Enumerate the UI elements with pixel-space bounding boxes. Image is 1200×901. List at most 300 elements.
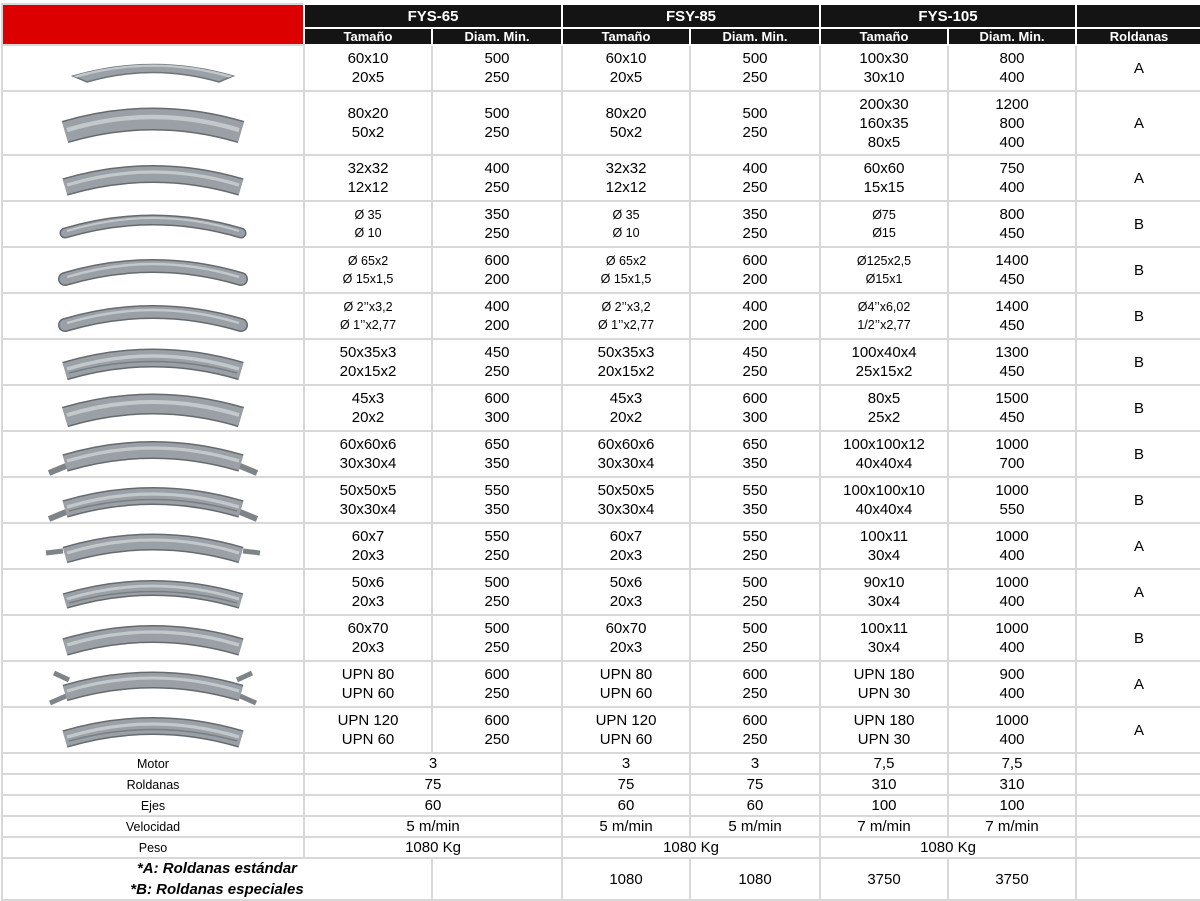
cell-line: 60x70 — [605, 620, 647, 637]
cell-lines — [433, 104, 561, 142]
fsy85-diam-cell — [690, 45, 820, 91]
cell-line: 60x60x6 — [339, 436, 397, 453]
cell-line: 1400 — [995, 298, 1029, 315]
cell-line: 80x20 — [605, 105, 647, 122]
cell-lines — [821, 252, 947, 288]
profile-image-cell — [2, 247, 304, 293]
cell-lines — [563, 159, 689, 197]
fsy85-tamano-cell — [562, 293, 690, 339]
col-header-diam-fys105: Diam. Min. — [948, 28, 1076, 45]
spec-row-velocidad — [2, 816, 1200, 837]
fys105-diam-cell — [948, 293, 1076, 339]
cell-line: Ø125x2,5 — [856, 254, 912, 268]
table-row — [2, 707, 1200, 753]
fys65-tamano-cell — [304, 385, 432, 431]
cell-lines — [691, 619, 819, 657]
cell-line: Ø 10 — [612, 226, 640, 240]
cell-line: 40x40x4 — [855, 455, 913, 472]
cell-line: 15x15 — [863, 179, 905, 196]
cell-lines — [305, 711, 431, 749]
cell-line: 400 — [742, 298, 768, 315]
cell-line: 250 — [484, 547, 510, 564]
cell-line: UPN 80 — [599, 666, 653, 683]
profile-image-cell — [2, 431, 304, 477]
fys65-tamano-cell — [304, 293, 432, 339]
spec-value-cell: 3 — [304, 753, 562, 774]
cell-line: UPN 30 — [857, 685, 911, 702]
table-row — [2, 201, 1200, 247]
cell-line: 20x2 — [609, 409, 643, 426]
cell-line: 20x3 — [609, 547, 643, 564]
cell-line: 12x12 — [347, 179, 389, 196]
cell-line: 200 — [484, 317, 510, 334]
cell-line: 90x10 — [863, 574, 905, 591]
spec-value-cell: 7,5 — [948, 753, 1076, 774]
fys65-diam-cell — [432, 201, 562, 247]
cell-line: Ø 15x1,5 — [600, 272, 652, 286]
cell-lines — [433, 389, 561, 427]
cell-line: 1000 — [995, 620, 1029, 637]
profile-image-cell — [2, 385, 304, 431]
cell-line: 60x60 — [863, 160, 905, 177]
cell-lines — [691, 205, 819, 243]
cell-line: 1000 — [995, 712, 1029, 729]
cell-lines — [821, 711, 947, 749]
table-row — [2, 155, 1200, 201]
profile-image-cell — [2, 91, 304, 155]
cell-line: 550 — [742, 482, 768, 499]
col-header-tamano-fsy85: Tamaño — [562, 28, 690, 45]
cell-line: 900 — [999, 666, 1025, 683]
cell-lines — [305, 159, 431, 197]
spec-value-cell: 7,5 — [820, 753, 948, 774]
cell-line: 500 — [484, 105, 510, 122]
fys105-tamano-cell — [820, 385, 948, 431]
cell-lines — [563, 389, 689, 427]
fys105-tamano-cell — [820, 661, 948, 707]
cell-line: 100x40x4 — [851, 344, 917, 361]
footer-row — [2, 858, 1200, 900]
cell-lines — [563, 104, 689, 142]
fsy85-diam-cell — [690, 569, 820, 615]
cell-line: 400 — [999, 731, 1025, 748]
fsy85-tamano-cell — [562, 201, 690, 247]
cell-line: 400 — [999, 639, 1025, 656]
spec-row-peso — [2, 837, 1200, 858]
flat-bar-edgewise-arc-icon — [3, 101, 303, 145]
cell-lines — [305, 527, 431, 565]
cell-line: 400 — [999, 179, 1025, 196]
roldanas-type-cell: B — [1076, 431, 1200, 477]
cell-line: Ø15 — [872, 226, 896, 240]
cell-lines — [433, 297, 561, 335]
cell-lines — [691, 104, 819, 142]
cell-line: 250 — [742, 179, 768, 196]
fsy85-diam-cell — [690, 339, 820, 385]
fys65-diam-cell — [432, 91, 562, 155]
fys65-tamano-cell — [304, 91, 432, 155]
spec-label: Velocidad — [2, 816, 304, 837]
cell-line: 450 — [999, 225, 1025, 242]
fsy85-tamano-cell — [562, 155, 690, 201]
fys65-tamano-cell — [304, 523, 432, 569]
spec-value-cell: 100 — [948, 795, 1076, 816]
cell-line: 600 — [484, 390, 510, 407]
tee-profile-arc-icon — [3, 524, 303, 568]
fys105-tamano-cell — [820, 155, 948, 201]
table-row — [2, 293, 1200, 339]
cell-line: UPN 30 — [857, 731, 911, 748]
cell-lines — [949, 49, 1075, 87]
col-header-tamano-fys105: Tamaño — [820, 28, 948, 45]
cell-lines — [433, 159, 561, 197]
spec-value-cell: 75 — [304, 774, 562, 795]
fsy85-diam-cell — [690, 615, 820, 661]
fsy85-diam-cell — [690, 155, 820, 201]
cell-line: 50x6 — [351, 574, 385, 591]
table-row — [2, 45, 1200, 91]
cell-line: 250 — [742, 593, 768, 610]
cell-lines — [821, 481, 947, 519]
fys105-tamano-cell — [820, 247, 948, 293]
cell-lines — [949, 481, 1075, 519]
cell-lines — [433, 205, 561, 243]
table-row — [2, 431, 1200, 477]
cell-line: 200x30 — [859, 95, 909, 113]
footer-value-cell: 1080 — [562, 858, 690, 900]
cell-line: 500 — [742, 574, 768, 591]
cell-line: 200 — [742, 271, 768, 288]
spec-value-cell: 7 m/min — [820, 816, 948, 837]
spec-row-roldanas — [2, 774, 1200, 795]
cell-line: 500 — [484, 574, 510, 591]
cell-line: 250 — [484, 124, 510, 141]
col-header-diam-fys65: Diam. Min. — [432, 28, 562, 45]
cell-lines — [563, 252, 689, 288]
cell-lines — [821, 95, 947, 152]
fsy85-tamano-cell — [562, 247, 690, 293]
flat-strip-arc-icon — [3, 386, 303, 430]
peso-value-cell: 1080 Kg — [820, 837, 1076, 858]
cell-line: 100x30 — [859, 50, 909, 67]
cell-line: 32x32 — [605, 160, 647, 177]
fys105-diam-cell — [948, 707, 1076, 753]
profile-image-cell — [2, 339, 304, 385]
fys105-tamano-cell — [820, 477, 948, 523]
footer-value-cell: 1080 — [690, 858, 820, 900]
cell-line: Ø 35 — [612, 208, 640, 222]
cell-lines — [305, 665, 431, 703]
cell-lines — [433, 481, 561, 519]
cell-line: UPN 60 — [599, 731, 653, 748]
round-tube-arc-icon — [3, 248, 303, 292]
fys65-diam-cell — [432, 523, 562, 569]
cell-line: 350 — [742, 455, 768, 472]
cell-line: 60x60x6 — [597, 436, 655, 453]
cell-lines — [949, 711, 1075, 749]
cell-line: 450 — [999, 409, 1025, 426]
machine-header-fys105: FYS-105 — [820, 4, 1076, 28]
cell-line: 20x5 — [351, 69, 385, 86]
cell-lines — [305, 435, 431, 473]
fys65-diam-cell — [432, 339, 562, 385]
cell-line: 20x3 — [609, 639, 643, 656]
spec-value-cell: 3 — [690, 753, 820, 774]
cell-lines — [433, 435, 561, 473]
profile-image-cell — [2, 155, 304, 201]
roldanas-type-cell: B — [1076, 477, 1200, 523]
cell-line: 1/2’’x2,77 — [857, 318, 911, 332]
fsy85-tamano-cell — [562, 661, 690, 707]
fys65-tamano-cell — [304, 569, 432, 615]
flat-bar-wide-arc-icon — [3, 616, 303, 660]
spec-value-cell: 60 — [562, 795, 690, 816]
fsy85-tamano-cell — [562, 615, 690, 661]
fys105-tamano-cell — [820, 201, 948, 247]
cell-line: 1000 — [995, 528, 1029, 545]
fys105-tamano-cell — [820, 91, 948, 155]
cell-lines — [949, 205, 1075, 243]
roldanas-type-cell: A — [1076, 523, 1200, 569]
spec-value-cell: 5 m/min — [690, 816, 820, 837]
cell-lines — [821, 665, 947, 703]
cell-line: 250 — [484, 731, 510, 748]
fsy85-tamano-cell — [562, 385, 690, 431]
cell-line: 250 — [742, 731, 768, 748]
cell-line: 45x3 — [351, 390, 385, 407]
cell-lines — [821, 159, 947, 197]
cell-line: 400 — [484, 160, 510, 177]
cell-line: 250 — [742, 547, 768, 564]
cell-line: 32x32 — [347, 160, 389, 177]
roldanas-type-cell: B — [1076, 339, 1200, 385]
fys105-tamano-cell — [820, 45, 948, 91]
fsy85-diam-cell — [690, 385, 820, 431]
cell-line: 1300 — [995, 344, 1029, 361]
cell-line: 350 — [484, 455, 510, 472]
cell-lines — [949, 389, 1075, 427]
cell-lines — [433, 343, 561, 381]
cell-line: 100x11 — [859, 620, 909, 637]
cell-lines — [563, 527, 689, 565]
cell-lines — [433, 49, 561, 87]
fys65-tamano-cell — [304, 201, 432, 247]
cell-line: 400 — [999, 593, 1025, 610]
pipe-arc-icon — [3, 294, 303, 338]
cell-lines — [691, 159, 819, 197]
cell-line: 20x5 — [609, 69, 643, 86]
profile-image-cell — [2, 707, 304, 753]
cell-lines — [305, 298, 431, 334]
cell-line: 200 — [742, 317, 768, 334]
profile-image-cell — [2, 201, 304, 247]
spec-value-cell: 310 — [948, 774, 1076, 795]
cell-line: 500 — [484, 620, 510, 637]
fys65-diam-cell — [432, 569, 562, 615]
cell-lines — [433, 527, 561, 565]
angle-leg-in-arc-icon — [3, 478, 303, 522]
cell-line: 60x7 — [609, 528, 643, 545]
cell-lines — [305, 481, 431, 519]
cell-lines — [563, 665, 689, 703]
cell-line: 250 — [484, 225, 510, 242]
cell-line: 300 — [742, 409, 768, 426]
fys65-tamano-cell — [304, 45, 432, 91]
roldanas-type-cell: A — [1076, 155, 1200, 201]
cell-line: 20x2 — [351, 409, 385, 426]
fsy85-tamano-cell — [562, 339, 690, 385]
machine-spec-table — [1, 3, 1200, 901]
cell-lines — [691, 573, 819, 611]
fys65-tamano-cell — [304, 155, 432, 201]
cell-line: 600 — [484, 252, 510, 269]
cell-line: 450 — [999, 317, 1025, 334]
cell-line: 25x2 — [867, 409, 901, 426]
fys105-tamano-cell — [820, 569, 948, 615]
angle-leg-out-arc-icon — [3, 432, 303, 476]
cell-line: 550 — [742, 528, 768, 545]
fys65-diam-cell — [432, 661, 562, 707]
cell-lines — [305, 619, 431, 657]
fys65-tamano-cell — [304, 615, 432, 661]
fsy85-tamano-cell — [562, 707, 690, 753]
cell-line: 30x4 — [867, 639, 901, 656]
roldanas-type-cell: A — [1076, 45, 1200, 91]
rect-tube-arc-icon — [3, 340, 303, 384]
roldanas-type-cell: A — [1076, 661, 1200, 707]
cell-lines — [305, 104, 431, 142]
machine-header-fys65: FYS-65 — [304, 4, 562, 28]
fys65-diam-cell — [432, 155, 562, 201]
cell-line: UPN 60 — [341, 731, 395, 748]
fsy85-tamano-cell — [562, 523, 690, 569]
cell-lines — [949, 251, 1075, 289]
cell-line: 250 — [742, 225, 768, 242]
cell-line: UPN 60 — [341, 685, 395, 702]
cell-line: 250 — [742, 639, 768, 656]
cell-line: 450 — [484, 344, 510, 361]
fys105-diam-cell — [948, 45, 1076, 91]
cell-line: 50x6 — [609, 574, 643, 591]
cell-lines — [563, 481, 689, 519]
cell-line: 30x30x4 — [597, 501, 655, 518]
cell-line: Ø 1’’x2,77 — [339, 318, 397, 332]
cell-line: UPN 120 — [337, 712, 399, 729]
cell-line: 250 — [484, 639, 510, 656]
cell-line: 300 — [484, 409, 510, 426]
cell-line: 20x3 — [351, 547, 385, 564]
cell-line: 1500 — [995, 390, 1029, 407]
cell-line: 100x100x10 — [843, 482, 925, 499]
fys105-diam-cell — [948, 155, 1076, 201]
cell-line: 650 — [484, 436, 510, 453]
cell-lines — [691, 343, 819, 381]
fys105-diam-cell — [948, 615, 1076, 661]
table-row — [2, 247, 1200, 293]
fys105-diam-cell — [948, 661, 1076, 707]
cell-line: 30x30x4 — [597, 455, 655, 472]
cell-line: 30x4 — [867, 547, 901, 564]
fys65-tamano-cell — [304, 247, 432, 293]
fys65-tamano-cell — [304, 661, 432, 707]
cell-lines — [563, 711, 689, 749]
profile-image-cell — [2, 523, 304, 569]
fys65-tamano-cell — [304, 339, 432, 385]
cell-line: 60x7 — [351, 528, 385, 545]
cell-line: Ø 1’’x2,77 — [597, 318, 655, 332]
fys105-diam-cell — [948, 91, 1076, 155]
profile-image-cell — [2, 477, 304, 523]
fys65-diam-cell — [432, 293, 562, 339]
fsy85-diam-cell — [690, 477, 820, 523]
peso-value-cell: 1080 Kg — [562, 837, 820, 858]
spec-value-cell: 7 m/min — [948, 816, 1076, 837]
fys65-diam-cell — [432, 707, 562, 753]
cell-lines — [821, 573, 947, 611]
fys65-diam-cell — [432, 615, 562, 661]
cell-line: 50x35x3 — [597, 344, 655, 361]
fys65-diam-cell — [432, 477, 562, 523]
table-row — [2, 477, 1200, 523]
table-row — [2, 661, 1200, 707]
fys105-diam-cell — [948, 431, 1076, 477]
cell-line: 400 — [999, 133, 1025, 151]
fsy85-diam-cell — [690, 661, 820, 707]
fys105-diam-cell — [948, 201, 1076, 247]
cell-line: Ø 10 — [354, 226, 382, 240]
cell-line: 40x40x4 — [855, 501, 913, 518]
fsy85-tamano-cell — [562, 45, 690, 91]
fsy85-tamano-cell — [562, 477, 690, 523]
cell-line: 160x35 — [859, 114, 909, 132]
fys105-tamano-cell — [820, 339, 948, 385]
cell-lines — [949, 95, 1075, 152]
fsy85-diam-cell — [690, 91, 820, 155]
cell-line: 500 — [742, 620, 768, 637]
cell-line: Ø 2’’x3,2 — [601, 300, 651, 314]
roldanas-type-cell: B — [1076, 247, 1200, 293]
cell-line: 100x11 — [859, 528, 909, 545]
round-bar-arc-icon — [3, 202, 303, 246]
spec-label: Roldanas — [2, 774, 304, 795]
table-row — [2, 569, 1200, 615]
cell-lines — [821, 527, 947, 565]
cell-line: 250 — [484, 685, 510, 702]
spec-value-cell: 3 — [562, 753, 690, 774]
cell-line: 550 — [484, 528, 510, 545]
cell-line: 80x5 — [867, 390, 901, 407]
roldanas-notes — [3, 859, 431, 899]
fsy85-diam-cell — [690, 247, 820, 293]
cell-line: 250 — [484, 363, 510, 380]
roldanas-header-spacer — [1076, 4, 1200, 28]
cell-line: 45x3 — [609, 390, 643, 407]
fys65-diam-cell — [432, 385, 562, 431]
cell-lines — [949, 343, 1075, 381]
cell-line: 600 — [742, 390, 768, 407]
cell-lines — [563, 206, 689, 242]
spec-value-cell: 75 — [690, 774, 820, 795]
fys65-diam-cell — [432, 247, 562, 293]
cell-line: 80x5 — [867, 133, 901, 151]
cell-line: 20x15x2 — [597, 363, 655, 380]
spec-roldanas-empty-cell — [1076, 753, 1200, 774]
cell-line: 500 — [742, 50, 768, 67]
cell-lines — [563, 435, 689, 473]
flat-bar-lined-arc-icon — [3, 570, 303, 614]
cell-lines — [691, 527, 819, 565]
spec-label: Ejes — [2, 795, 304, 816]
